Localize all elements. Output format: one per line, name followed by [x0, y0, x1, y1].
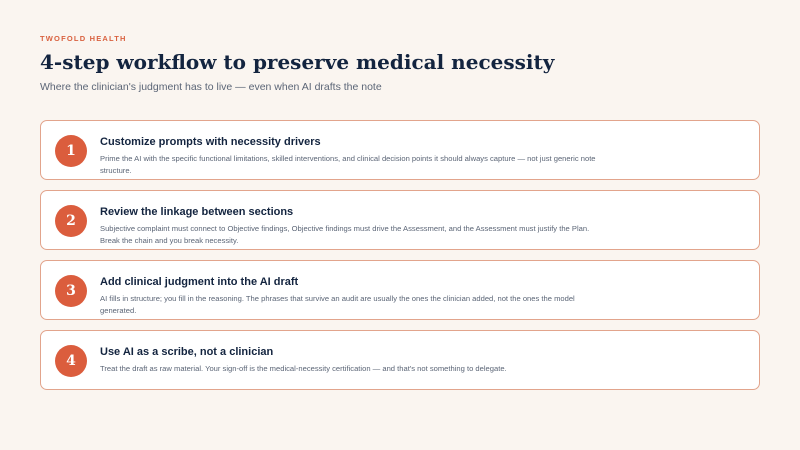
step-number-badge: 1 [55, 135, 87, 167]
step-title: Review the linkage between sections [100, 206, 294, 218]
steps-list [40, 120, 760, 400]
step-card-1 [40, 120, 760, 180]
step-description: Treat the draft as raw material. Your sign-off is the medical-necessity certification — and that's not something to delegate. [100, 364, 507, 373]
step-description: Prime the AI with the specific functional limitations, skilled interventions, and clinical decision points it should always capture — not just generic note structure. [100, 154, 596, 175]
step-title: Use AI as a scribe, not a clinician [100, 346, 274, 358]
step-title: Customize prompts with necessity drivers [100, 136, 321, 148]
page-title: 4-step workflow to preserve medical necessity [40, 50, 555, 74]
step-description: Subjective complaint must connect to Objective findings, Objective findings must drive the Assessment, and the Assessment must justify the Plan. Break the chain and you break necessity. [100, 224, 590, 245]
step-number-badge: 2 [55, 205, 87, 237]
step-description: AI fills in structure; you fill in the reasoning. The phrases that survive an audit are usually the ones the clinician added, not the ones the model generated. [100, 294, 575, 315]
step-number-badge: 3 [55, 275, 87, 307]
step-card-3 [40, 260, 760, 320]
step-title: Add clinical judgment into the AI draft [100, 276, 299, 288]
step-number-badge: 4 [55, 345, 87, 377]
page-subtitle: Where the clinician's judgment has to live — even when AI drafts the note [40, 81, 382, 93]
brand-label: TWOFOLD HEALTH [40, 34, 127, 43]
step-card-2 [40, 190, 760, 250]
step-card-4 [40, 330, 760, 390]
